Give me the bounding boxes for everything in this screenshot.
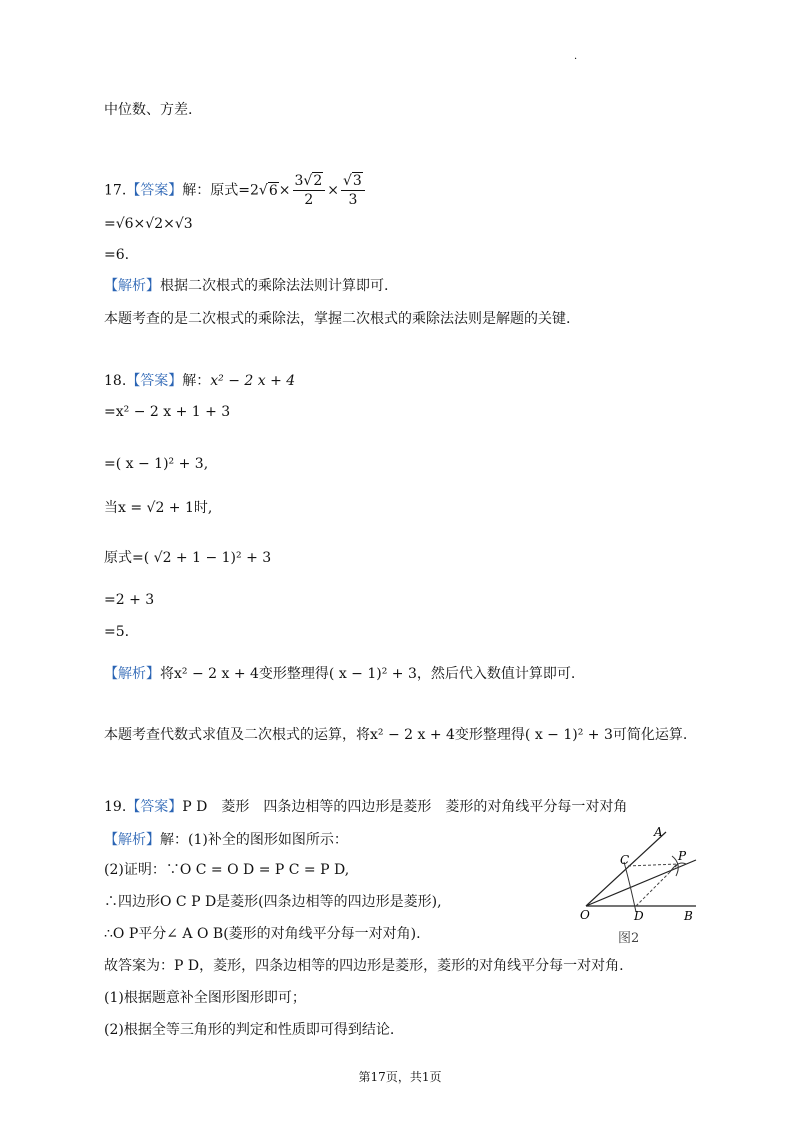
q19-analysis-tag: 【解析】: [104, 832, 160, 848]
q19-line-5: ∴O P平分∠ A O B(菱形的对角线平分每一对对角).: [104, 926, 421, 942]
q18-text: 解：: [182, 373, 211, 389]
frac1-num-rad: 2: [313, 173, 323, 189]
frac2-den: 3: [348, 192, 358, 208]
q19-answer-line: [104, 797, 627, 817]
q18-line-4: 当x = √2 + 1时,: [104, 500, 213, 516]
q17-line-2: =√6×√2×√3: [104, 216, 193, 232]
q17-answer-tag: 【答案】: [126, 182, 183, 199]
times-sign: ×: [278, 182, 291, 199]
q19-analysis-text: 解：(1)补全的图形如图所示：: [160, 832, 348, 848]
q19-line-4: ∴四边形O C P D是菱形(四条边相等的四边形是菱形),: [104, 894, 442, 910]
q19-answer-text: P D 菱形 四条边相等的四边形是菱形 菱形的对角线平分每一对对角: [182, 799, 628, 815]
q19-number: 19.: [104, 799, 127, 815]
label-a: A: [654, 825, 663, 839]
frac1-den: 2: [304, 192, 314, 208]
q18-summary: 本题考查代数式求值及二次根式的运算，将x² − 2 x + 4变形整理得( x − 1)² + 3可简化运算.: [104, 727, 688, 743]
q19-analysis: [104, 830, 348, 850]
segment-cp: [628, 864, 678, 866]
figure-caption: 图2: [618, 931, 640, 946]
q18-analysis-tag: 【解析】: [104, 666, 160, 682]
q17-analysis: [104, 276, 388, 296]
q17-fraction-2: $\frac{√3}{3}$: [341, 172, 365, 209]
q19-line-7: (1)根据题意补全图形图形即可；: [104, 990, 306, 1006]
header-mark: ·: [574, 54, 578, 65]
label-b: B: [684, 909, 693, 923]
q19-line-8: (2)根据全等三角形的判定和性质即可得到结论.: [104, 1022, 395, 1038]
q17-number: 17.: [104, 182, 127, 199]
label-o: O: [580, 908, 590, 922]
q18-analysis-text: 将x² − 2 x + 4变形整理得( x − 1)² + 3，然后代入数值计算即可.: [160, 666, 576, 682]
q18-line-7: =5.: [104, 624, 130, 640]
q17-coef: 2: [250, 182, 259, 199]
line-intro: 中位数、方差.: [104, 102, 193, 118]
q18-line-2: =x² − 2 x + 1 + 3: [104, 404, 231, 420]
label-p: P: [678, 849, 687, 863]
q17-rad1: 6: [268, 182, 278, 199]
frac1-num-coef: 3: [294, 173, 304, 189]
q18-line-6: =2 + 3: [104, 592, 155, 608]
q17-answer-line: 17.【答案】解：原式=2√6× $\frac{3√2}{2}$ × $\frac{√3}{3}$: [104, 172, 367, 209]
q19-answer-tag: 【答案】: [126, 799, 183, 815]
times-sign-2: ×: [327, 182, 339, 199]
q19-line-3: (2)证明：∵O C = O D = P C = P D,: [104, 862, 350, 878]
geometry-figure: [578, 820, 708, 950]
ray-op: [586, 860, 696, 906]
q18-line-3: =( x − 1)² + 3,: [104, 456, 209, 472]
frac2-num-rad: 3: [352, 173, 362, 189]
q17-text: 解：原式=: [182, 182, 250, 199]
q17-summary: 本题考查的是二次根式的乘除法，掌握二次根式的乘除法法则是解题的关键.: [104, 311, 571, 327]
q18-expression: x² − 2 x + 4: [210, 373, 296, 389]
label-d: D: [634, 909, 644, 923]
q18-answer-tag: 【答案】: [126, 373, 183, 389]
q17-analysis-tag: 【解析】: [104, 278, 160, 294]
q18-line-5: 原式=( √2 + 1 − 1)² + 3: [104, 550, 272, 566]
q17-analysis-text: 根据二次根式的乘除法法则计算即可.: [160, 278, 389, 294]
label-c: C: [620, 853, 630, 867]
q18-analysis: [104, 664, 575, 684]
q19-line-6: 故答案为：P D，菱形，四条边相等的四边形是菱形，菱形的对角线平分每一对对角.: [104, 958, 624, 974]
q18-number: 18.: [104, 373, 127, 389]
q18-answer-line: [104, 371, 295, 391]
q17-line-3: =6.: [104, 247, 130, 263]
page-footer: 第17页，共1页: [358, 1070, 442, 1084]
arc-cd: [624, 862, 636, 912]
q17-fraction-1: $\frac{3√2}{2}$: [293, 172, 326, 209]
